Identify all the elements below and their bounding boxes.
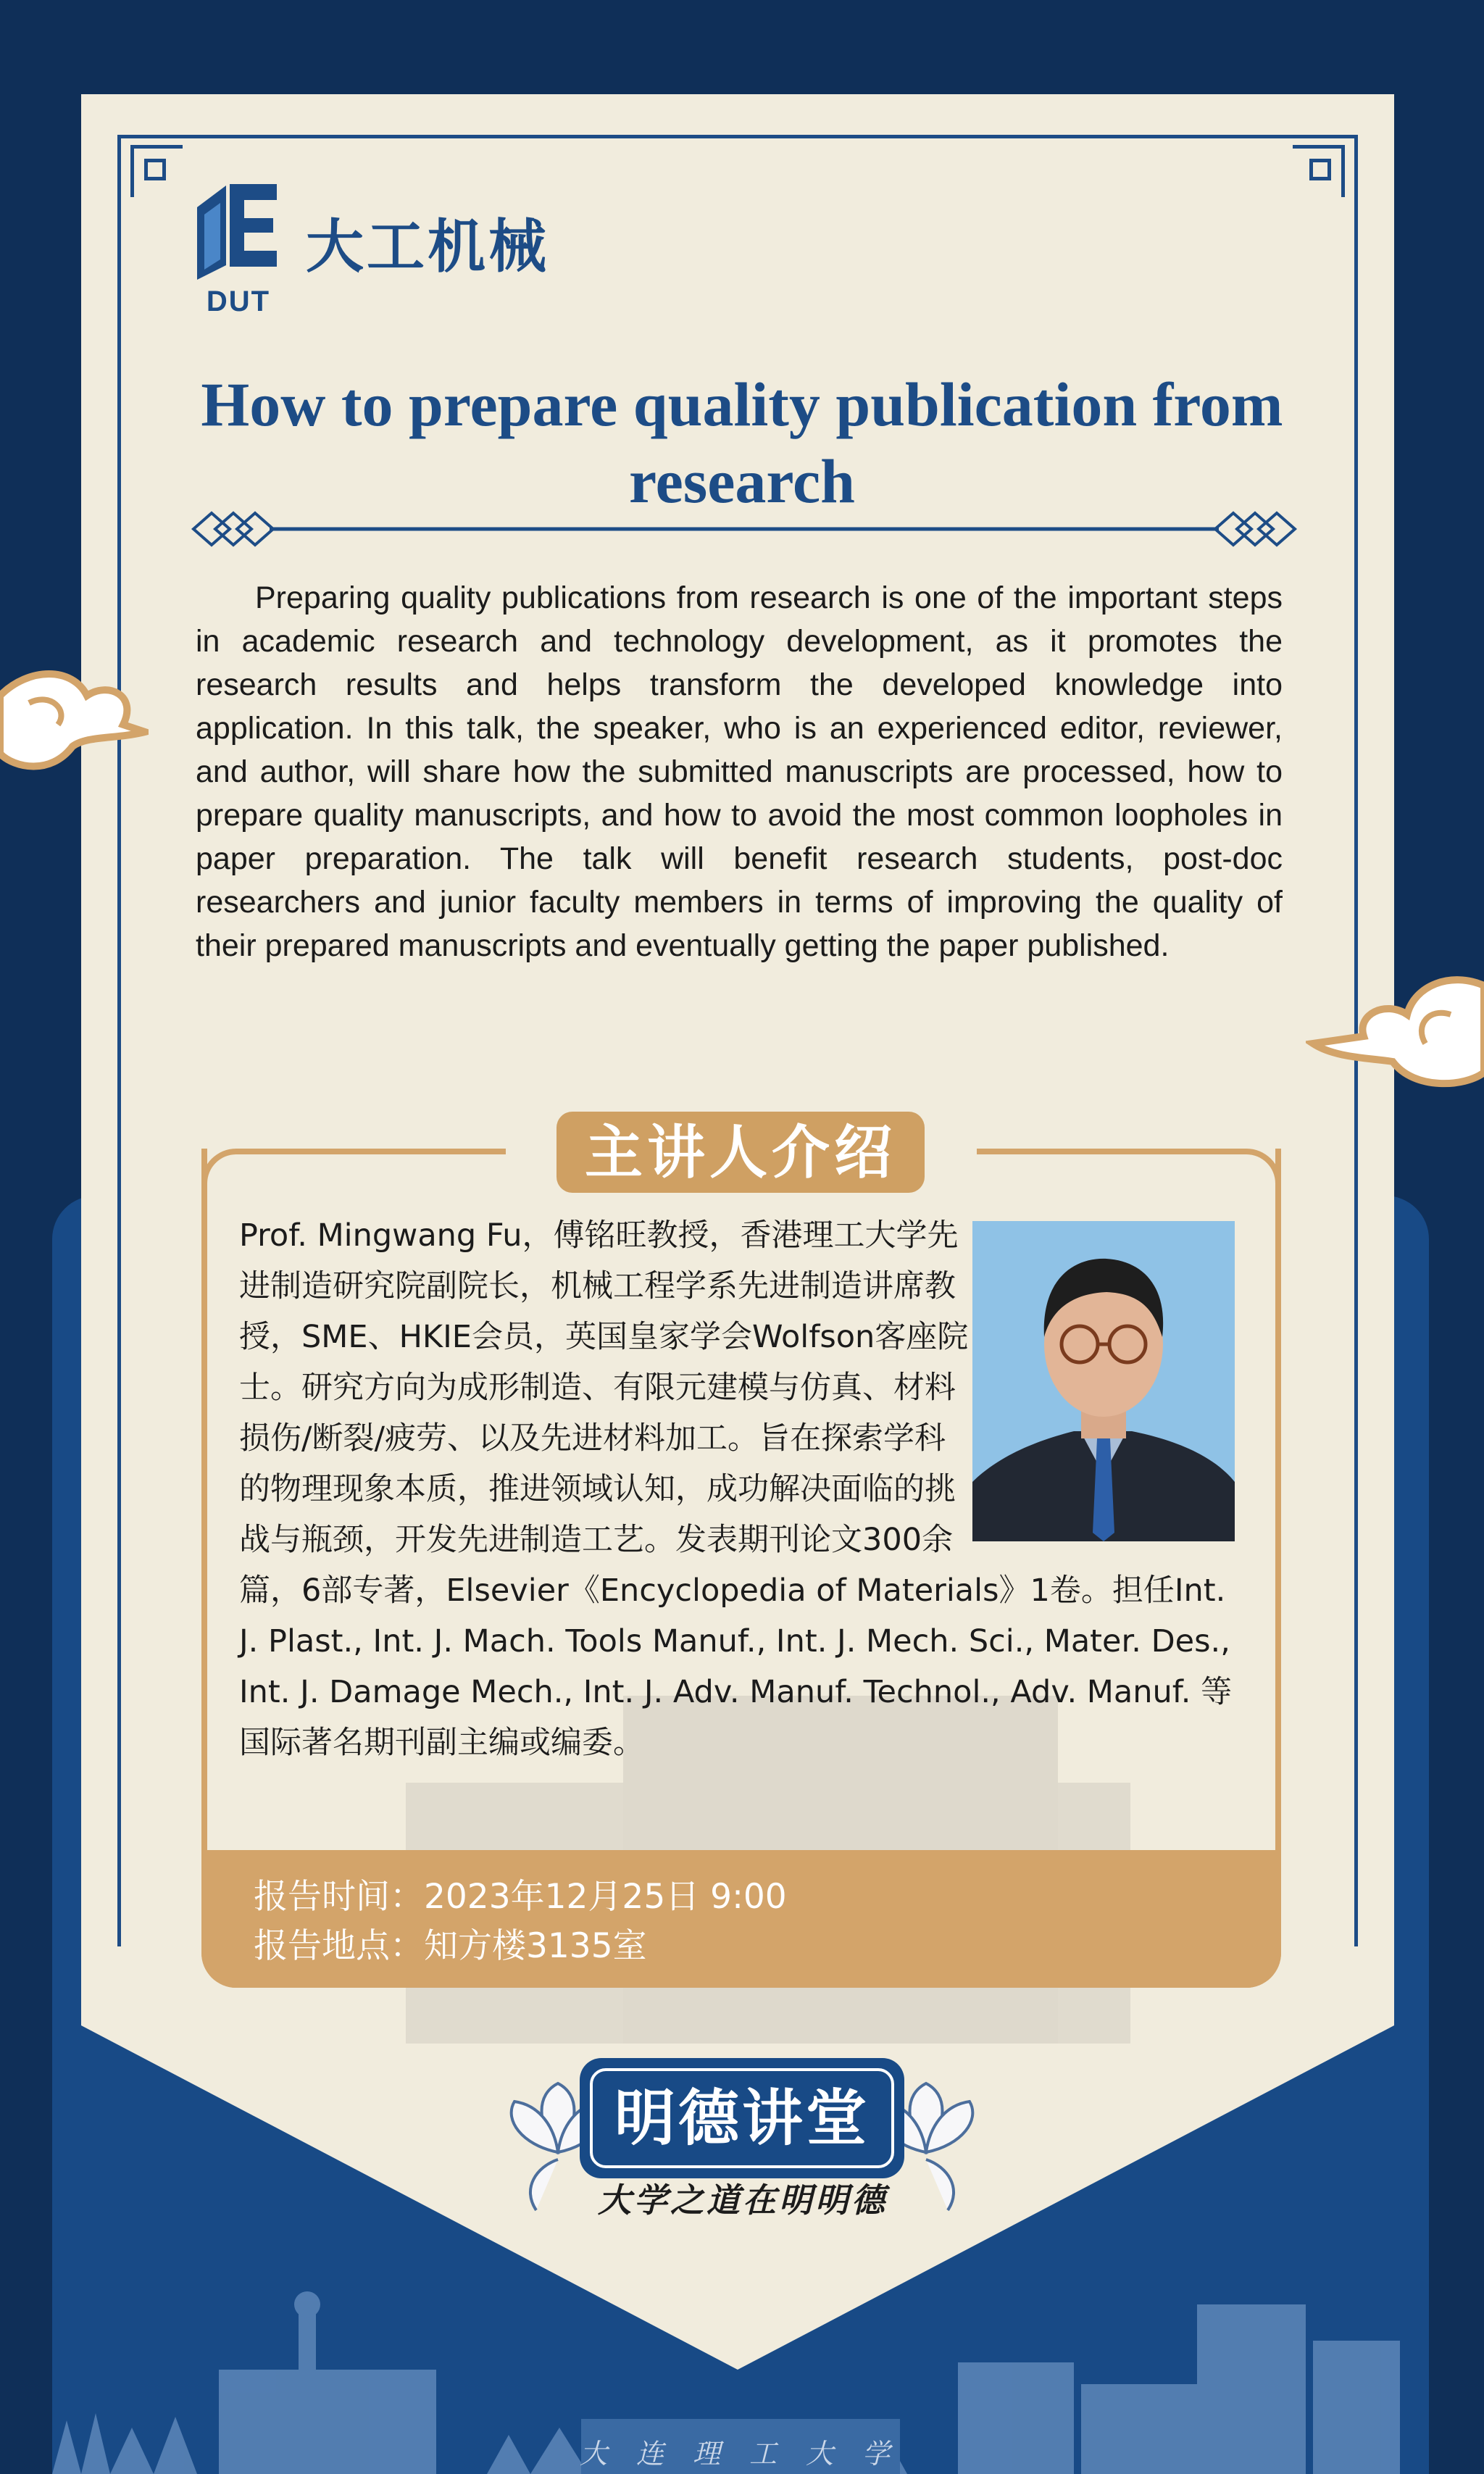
lecture-motto: 大学之道在明明德 [598, 2181, 888, 2220]
corner-ornament-left [130, 145, 183, 197]
event-time: 报告时间：2023年12月25日 9:00 [254, 1877, 787, 1917]
cloud-ornament-right [1306, 971, 1484, 1094]
title-divider [190, 507, 1298, 551]
lecture-series-name: 明德讲堂 [590, 2068, 894, 2168]
bio-text: Prof. Mingwang Fu，傅铭旺教授，香港理工大学先进制造研究院副院长，机械工程学系先进制造讲席教授，SME、HKIE会员，英国皇家学会Wolfson客座院士。研究方向为成形制造、有限元建模与仿真、材料损伤/断裂/疲劳、以及先进材料加工。旨在探索学科的物理现象本质，推进领域认知，成功解决面临的挑战与瓶颈，开发先进制造工艺。发表期刊论文300余篇，6部专著，Elsevier《Encyclopedia of Materials》1卷。担任Int. J. Plast., Int. J. Mach. Tools Manuf., Int. J. Mech. Sci., Mater. Des., Int. J. Damage Mech., Int. J. Adv. Manuf. Technol., Adv. Manuf. 等国际著名期刊副主编或编委。 [239, 1217, 1233, 1761]
talk-abstract [196, 576, 1283, 967]
lecture-series-badge [580, 2058, 904, 2178]
talk-title: How to prepare quality publication from research [201, 370, 1283, 516]
logo-name: 大工机械 [306, 213, 549, 280]
cloud-ornament-left [0, 652, 149, 783]
logo [190, 178, 596, 316]
corner-ornament-right [1293, 145, 1345, 197]
event-location: 报告地点：知方楼3135室 [254, 1926, 647, 1966]
speaker-portrait [972, 1221, 1235, 1541]
abstract-text: Preparing quality publications from research is one of the important steps in academic research and technology development, as it promotes the research results and helps transform the developed knowledge into application. In this talk, the speaker, who is an experienced editor, reviewer, and author, will share how the submitted manuscripts are processed, how to prepare quality manuscripts, and how to avoid the most common loopholes in paper preparation. The talk will benefit research students, post-doc researchers and junior faculty members in terms of improving the quality of their prepared manuscripts and eventually getting the paper published. [196, 580, 1283, 963]
logo-abbr: DUT [206, 286, 271, 317]
university-name: 大连理工大学 [580, 2438, 920, 2470]
speaker-heading: 主讲人介绍 [556, 1112, 925, 1193]
dut-logo-icon [190, 178, 284, 280]
